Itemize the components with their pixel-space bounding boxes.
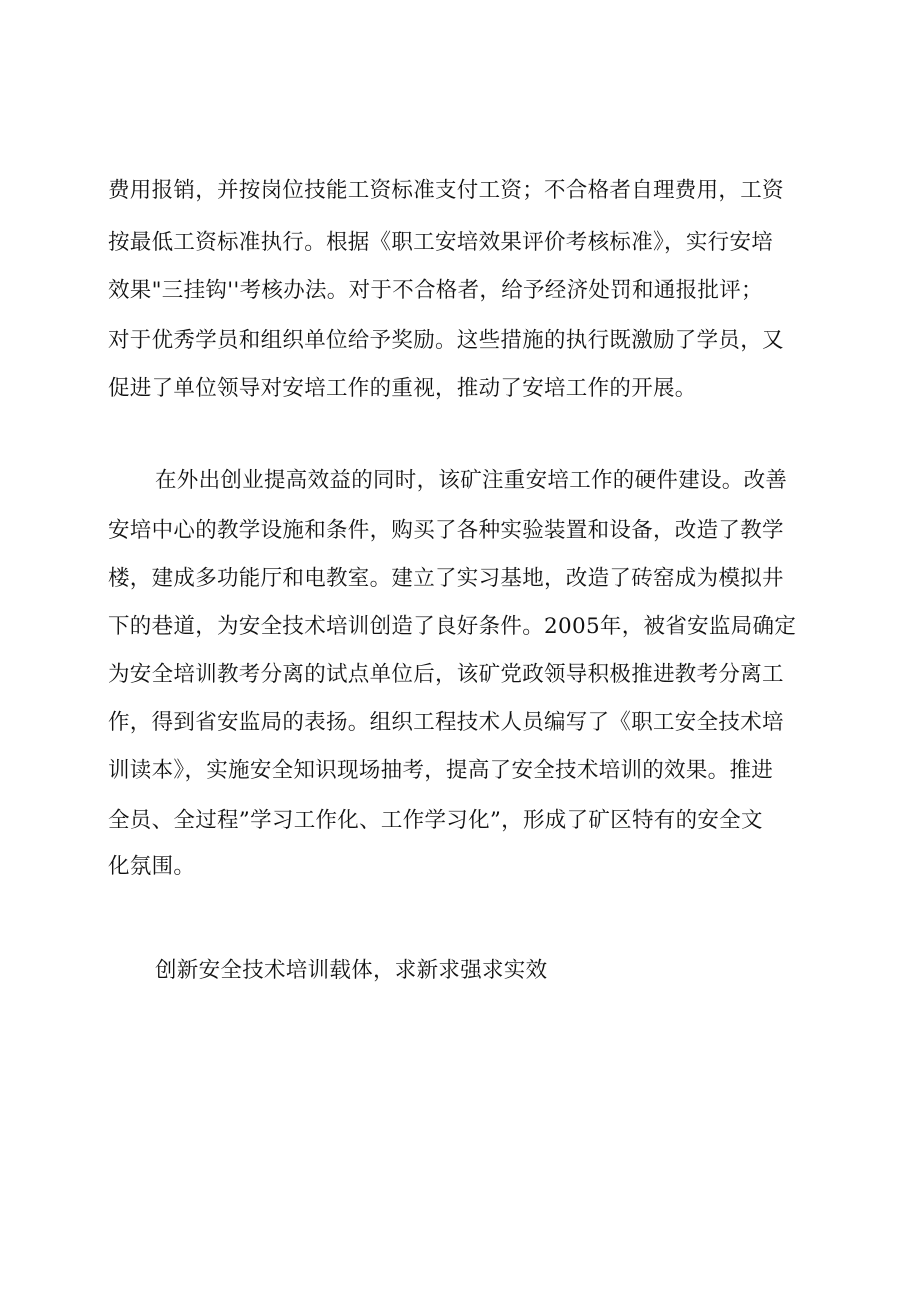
text-line: 化氛围。 <box>108 854 196 879</box>
text-line: 下的巷道，为安全技术培训创造了良好条件。2005年，被省安监局确定 <box>108 614 797 639</box>
text-line: 在外出创业提高效益的同时，该矿注重安培工作的硬件建设。改善 <box>155 468 788 493</box>
text-line: 促进了单位领导对安培工作的重视，推动了安培工作的开展。 <box>108 376 697 401</box>
text-line: 为安全培训教考分离的试点单位后，该矿党政领导积极推进教考分离工 <box>108 662 784 687</box>
text-line: 安培中心的教学设施和条件，购买了各种实验装置和设备，改造了教学 <box>108 518 784 543</box>
text-line: 对于优秀学员和组织单位给予奖励。这些措施的执行既激励了学员，又 <box>108 328 784 353</box>
text-line: 费用报销，并按岗位技能工资标准支付工资；不合格者自理费用，工资 <box>108 178 784 203</box>
text-line: 楼，建成多功能厅和电教室。建立了实习基地，改造了砖窑成为模拟井 <box>108 566 784 591</box>
text-line: 按最低工资标准执行。根据《职工安培效果评价考核标准》，实行安培 <box>108 230 774 255</box>
text-line: 全员、全过程”学习工作化、工作学习化”，形成了矿区特有的安全文 <box>108 808 763 833</box>
text-line: 训读本》，实施安全知识现场抽考，提高了安全技术培训的效果。推进 <box>108 758 774 783</box>
text-line: 作，得到省安监局的表扬。组织工程技术人员编写了《职工安全技术培 <box>108 710 784 735</box>
section-heading: 创新安全技术培训载体，求新求强求实效 <box>155 958 548 983</box>
text-line: 效果"三挂钩''考核办法。对于不合格者，给予经济处罚和通报批评； <box>108 278 763 303</box>
